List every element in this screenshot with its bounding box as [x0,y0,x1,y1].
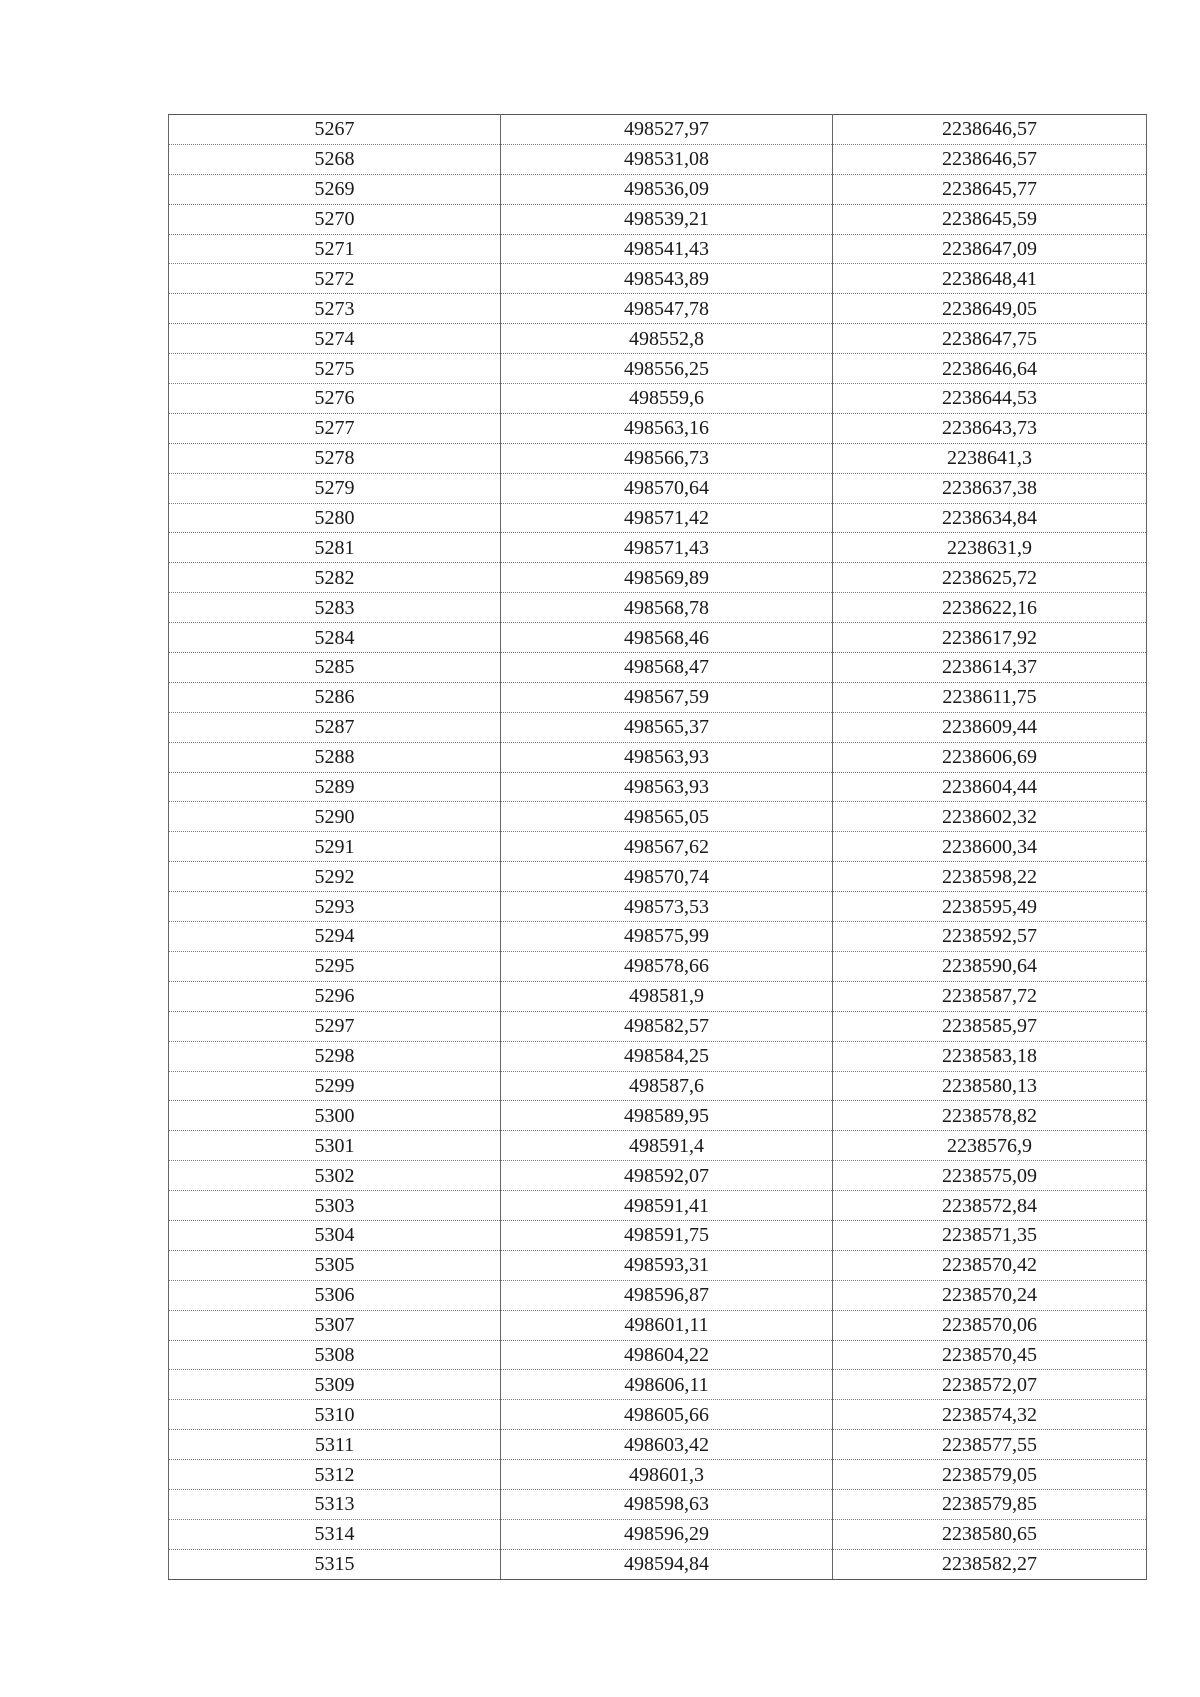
point-number-cell: 5314 [169,1519,501,1549]
x-coordinate-cell: 498596,29 [501,1519,833,1549]
point-number-cell: 5311 [169,1430,501,1460]
y-coordinate-cell: 2238578,82 [833,1101,1147,1131]
x-coordinate-cell: 498601,3 [501,1460,833,1490]
table-row [169,1191,1147,1221]
x-coordinate-cell: 498582,57 [501,1011,833,1041]
x-coordinate-cell: 498559,6 [501,384,833,414]
x-coordinate-cell: 498541,43 [501,234,833,264]
point-number-cell: 5277 [169,413,501,443]
table-row [169,1370,1147,1400]
table-row [169,922,1147,952]
y-coordinate-cell: 2238572,84 [833,1191,1147,1221]
y-coordinate-cell: 2238647,09 [833,234,1147,264]
x-coordinate-cell: 498575,99 [501,922,833,952]
x-coordinate-cell: 498569,89 [501,563,833,593]
x-coordinate-cell: 498566,73 [501,443,833,473]
table-row [169,324,1147,354]
table-row [169,1131,1147,1161]
y-coordinate-cell: 2238611,75 [833,682,1147,712]
x-coordinate-cell: 498598,63 [501,1489,833,1519]
point-number-cell: 5274 [169,324,501,354]
y-coordinate-cell: 2238648,41 [833,264,1147,294]
table-row [169,1101,1147,1131]
table-row [169,354,1147,384]
point-number-cell: 5302 [169,1161,501,1191]
y-coordinate-cell: 2238646,57 [833,115,1147,145]
table-row [169,115,1147,145]
x-coordinate-cell: 498527,97 [501,115,833,145]
table-row [169,413,1147,443]
table-row [169,1430,1147,1460]
point-number-cell: 5276 [169,384,501,414]
y-coordinate-cell: 2238625,72 [833,563,1147,593]
point-number-cell: 5279 [169,473,501,503]
point-number-cell: 5309 [169,1370,501,1400]
y-coordinate-cell: 2238645,77 [833,174,1147,204]
point-number-cell: 5313 [169,1489,501,1519]
x-coordinate-cell: 498591,41 [501,1191,833,1221]
x-coordinate-cell: 498571,42 [501,503,833,533]
table-row [169,234,1147,264]
x-coordinate-cell: 498552,8 [501,324,833,354]
point-number-cell: 5300 [169,1101,501,1131]
x-coordinate-cell: 498563,93 [501,772,833,802]
x-coordinate-cell: 498567,62 [501,832,833,862]
x-coordinate-cell: 498563,93 [501,742,833,772]
x-coordinate-cell: 498603,42 [501,1430,833,1460]
point-number-cell: 5268 [169,144,501,174]
y-coordinate-cell: 2238571,35 [833,1220,1147,1250]
table-row [169,653,1147,683]
table-row [169,1460,1147,1490]
point-number-cell: 5284 [169,623,501,653]
x-coordinate-cell: 498570,64 [501,473,833,503]
table-row [169,563,1147,593]
point-number-cell: 5292 [169,862,501,892]
point-number-cell: 5295 [169,951,501,981]
y-coordinate-cell: 2238592,57 [833,922,1147,952]
table-row [169,892,1147,922]
table-row [169,623,1147,653]
x-coordinate-cell: 498604,22 [501,1340,833,1370]
point-number-cell: 5275 [169,354,501,384]
point-number-cell: 5301 [169,1131,501,1161]
y-coordinate-cell: 2238617,92 [833,623,1147,653]
x-coordinate-cell: 498591,4 [501,1131,833,1161]
x-coordinate-cell: 498594,84 [501,1549,833,1579]
point-number-cell: 5305 [169,1250,501,1280]
table-row [169,533,1147,563]
point-number-cell: 5272 [169,264,501,294]
x-coordinate-cell: 498596,87 [501,1280,833,1310]
point-number-cell: 5283 [169,593,501,623]
x-coordinate-cell: 498568,46 [501,623,833,653]
x-coordinate-cell: 498563,16 [501,413,833,443]
point-number-cell: 5293 [169,892,501,922]
table-row [169,144,1147,174]
y-coordinate-cell: 2238583,18 [833,1041,1147,1071]
point-number-cell: 5315 [169,1549,501,1579]
x-coordinate-cell: 498606,11 [501,1370,833,1400]
x-coordinate-cell: 498543,89 [501,264,833,294]
point-number-cell: 5303 [169,1191,501,1221]
table-row [169,682,1147,712]
x-coordinate-cell: 498591,75 [501,1220,833,1250]
table-row [169,832,1147,862]
table-row [169,1250,1147,1280]
table-row [169,1280,1147,1310]
table-row [169,862,1147,892]
point-number-cell: 5298 [169,1041,501,1071]
x-coordinate-cell: 498578,66 [501,951,833,981]
point-number-cell: 5281 [169,533,501,563]
point-number-cell: 5296 [169,981,501,1011]
y-coordinate-cell: 2238576,9 [833,1131,1147,1161]
x-coordinate-cell: 498565,37 [501,712,833,742]
y-coordinate-cell: 2238595,49 [833,892,1147,922]
y-coordinate-cell: 2238647,75 [833,324,1147,354]
y-coordinate-cell: 2238590,64 [833,951,1147,981]
x-coordinate-cell: 498587,6 [501,1071,833,1101]
point-number-cell: 5294 [169,922,501,952]
point-number-cell: 5282 [169,563,501,593]
table-row [169,1071,1147,1101]
x-coordinate-cell: 498568,78 [501,593,833,623]
x-coordinate-cell: 498536,09 [501,174,833,204]
table-row [169,712,1147,742]
y-coordinate-cell: 2238598,22 [833,862,1147,892]
y-coordinate-cell: 2238637,38 [833,473,1147,503]
x-coordinate-cell: 498567,59 [501,682,833,712]
x-coordinate-cell: 498539,21 [501,204,833,234]
table-row [169,1400,1147,1430]
point-number-cell: 5308 [169,1340,501,1370]
y-coordinate-cell: 2238614,37 [833,653,1147,683]
point-number-cell: 5278 [169,443,501,473]
table-row [169,1310,1147,1340]
table-row [169,384,1147,414]
point-number-cell: 5287 [169,712,501,742]
y-coordinate-cell: 2238631,9 [833,533,1147,563]
table-row [169,264,1147,294]
y-coordinate-cell: 2238577,55 [833,1430,1147,1460]
y-coordinate-cell: 2238579,85 [833,1489,1147,1519]
point-number-cell: 5297 [169,1011,501,1041]
table-row [169,1041,1147,1071]
table-row [169,1489,1147,1519]
y-coordinate-cell: 2238604,44 [833,772,1147,802]
table-row [169,503,1147,533]
point-number-cell: 5312 [169,1460,501,1490]
table-row [169,593,1147,623]
coordinates-table-body [169,115,1147,1580]
point-number-cell: 5273 [169,294,501,324]
point-number-cell: 5304 [169,1220,501,1250]
x-coordinate-cell: 498584,25 [501,1041,833,1071]
x-coordinate-cell: 498568,47 [501,653,833,683]
x-coordinate-cell: 498605,66 [501,1400,833,1430]
y-coordinate-cell: 2238645,59 [833,204,1147,234]
y-coordinate-cell: 2238587,72 [833,981,1147,1011]
y-coordinate-cell: 2238600,34 [833,832,1147,862]
table-row [169,951,1147,981]
y-coordinate-cell: 2238570,06 [833,1310,1147,1340]
x-coordinate-cell: 498592,07 [501,1161,833,1191]
x-coordinate-cell: 498589,95 [501,1101,833,1131]
table-row [169,443,1147,473]
point-number-cell: 5306 [169,1280,501,1310]
x-coordinate-cell: 498601,11 [501,1310,833,1340]
x-coordinate-cell: 498565,05 [501,802,833,832]
y-coordinate-cell: 2238570,24 [833,1280,1147,1310]
point-number-cell: 5290 [169,802,501,832]
y-coordinate-cell: 2238579,05 [833,1460,1147,1490]
x-coordinate-cell: 498531,08 [501,144,833,174]
y-coordinate-cell: 2238575,09 [833,1161,1147,1191]
y-coordinate-cell: 2238606,69 [833,742,1147,772]
x-coordinate-cell: 498593,31 [501,1250,833,1280]
y-coordinate-cell: 2238602,32 [833,802,1147,832]
point-number-cell: 5285 [169,653,501,683]
coordinates-table [168,114,1147,1580]
x-coordinate-cell: 498571,43 [501,533,833,563]
y-coordinate-cell: 2238643,73 [833,413,1147,443]
table-row [169,204,1147,234]
y-coordinate-cell: 2238585,97 [833,1011,1147,1041]
y-coordinate-cell: 2238572,07 [833,1370,1147,1400]
table-row [169,981,1147,1011]
point-number-cell: 5280 [169,503,501,533]
x-coordinate-cell: 498573,53 [501,892,833,922]
table-row [169,174,1147,204]
y-coordinate-cell: 2238580,13 [833,1071,1147,1101]
table-row [169,1011,1147,1041]
y-coordinate-cell: 2238649,05 [833,294,1147,324]
y-coordinate-cell: 2238646,64 [833,354,1147,384]
y-coordinate-cell: 2238641,3 [833,443,1147,473]
point-number-cell: 5286 [169,682,501,712]
x-coordinate-cell: 498556,25 [501,354,833,384]
point-number-cell: 5269 [169,174,501,204]
point-number-cell: 5299 [169,1071,501,1101]
x-coordinate-cell: 498581,9 [501,981,833,1011]
table-row [169,772,1147,802]
y-coordinate-cell: 2238574,32 [833,1400,1147,1430]
point-number-cell: 5291 [169,832,501,862]
table-row [169,294,1147,324]
x-coordinate-cell: 498570,74 [501,862,833,892]
y-coordinate-cell: 2238582,27 [833,1549,1147,1579]
table-row [169,802,1147,832]
point-number-cell: 5310 [169,1400,501,1430]
point-number-cell: 5289 [169,772,501,802]
x-coordinate-cell: 498547,78 [501,294,833,324]
point-number-cell: 5307 [169,1310,501,1340]
y-coordinate-cell: 2238580,65 [833,1519,1147,1549]
y-coordinate-cell: 2238570,45 [833,1340,1147,1370]
point-number-cell: 5270 [169,204,501,234]
table-row [169,1161,1147,1191]
y-coordinate-cell: 2238634,84 [833,503,1147,533]
table-row [169,473,1147,503]
table-row [169,1519,1147,1549]
table-row [169,742,1147,772]
y-coordinate-cell: 2238609,44 [833,712,1147,742]
table-row [169,1549,1147,1579]
y-coordinate-cell: 2238570,42 [833,1250,1147,1280]
point-number-cell: 5271 [169,234,501,264]
table-row [169,1220,1147,1250]
y-coordinate-cell: 2238646,57 [833,144,1147,174]
y-coordinate-cell: 2238644,53 [833,384,1147,414]
table-row [169,1340,1147,1370]
y-coordinate-cell: 2238622,16 [833,593,1147,623]
point-number-cell: 5288 [169,742,501,772]
point-number-cell: 5267 [169,115,501,145]
